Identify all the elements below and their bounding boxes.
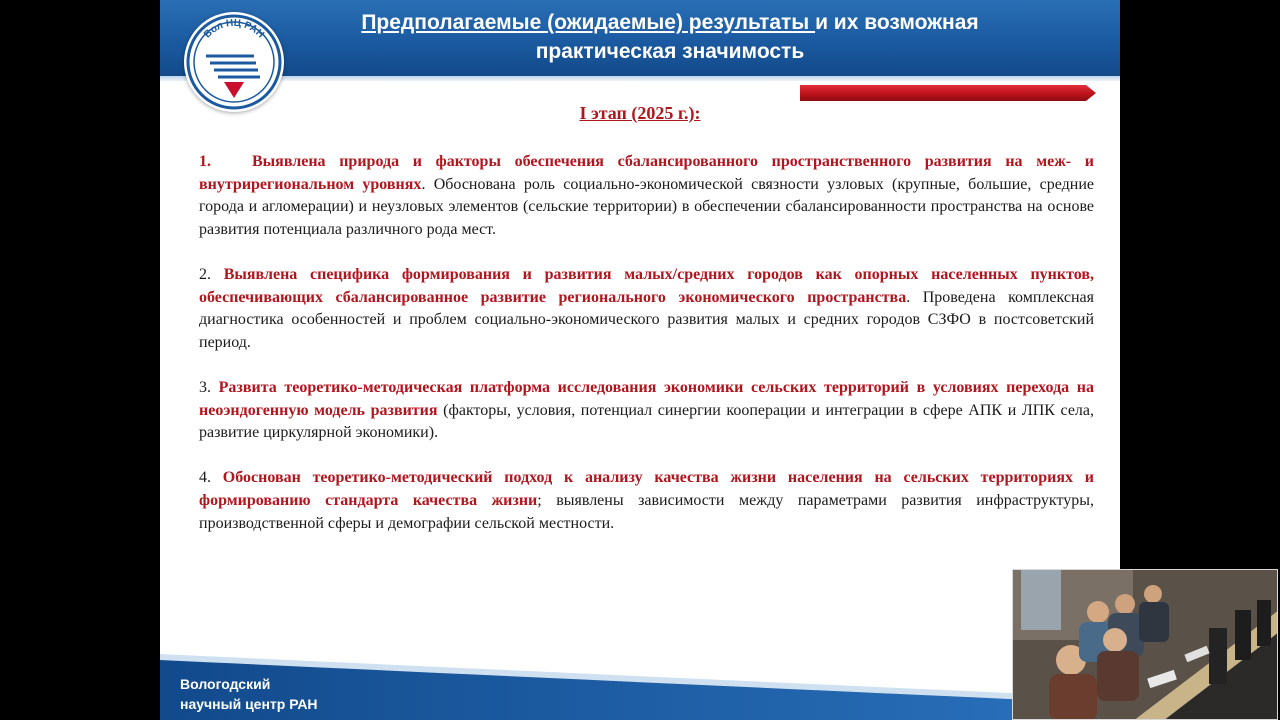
- result-item-2: [199, 264, 1094, 354]
- result-number: 3.: [199, 378, 211, 396]
- footer-org-line2: научный центр РАН: [180, 696, 318, 712]
- result-number: 1.: [199, 153, 211, 170]
- result-text: . Обоснована роль социально-экономической связности узловых (крупные, большие, средние города и агломерации) и неузловых элементов (сельские территории) в обеспечении сбалансированности пространства на основе развития потенциала различного рода мест.: [199, 175, 1095, 238]
- footer-organization: [180, 674, 318, 714]
- result-item-1: [199, 151, 1094, 241]
- result-highlight: Выявлена специфика формирования и развития малых/средних городов как опорных населенных пунктов, обеспечивающих сбалансированное развитие регионального экономического пространства: [199, 265, 1094, 306]
- result-item-3: [199, 377, 1094, 445]
- logo-text: Вол НЦ РАН: [202, 17, 266, 41]
- video-conference-feed[interactable]: [1012, 569, 1278, 720]
- result-number: 4.: [199, 469, 211, 487]
- title-second-line: практическая значимость: [535, 40, 805, 63]
- title-underlined-part: Предполагаемые (ожидаемые) результаты: [361, 11, 816, 34]
- presentation-slide: [160, 0, 1120, 720]
- result-number: 2.: [199, 265, 211, 283]
- results-list: [199, 151, 1094, 558]
- result-highlight: Обоснован теоретико-методический подход к анализу качества жизни населения на сельских территориях и формированию стандарта качества жизни: [199, 469, 1095, 509]
- slide-title: [310, 8, 1030, 66]
- stage-heading: I этап (2025 г.):: [579, 103, 701, 123]
- result-text: . Проведена комплексная диагностика особенностей и проблем социально-экономического развития малых и средних городов СЗФО в постсоветский период.: [199, 288, 1094, 351]
- vol-nc-ran-logo-icon: [184, 12, 284, 112]
- result-text: ; выявлены зависимости между параметрами развития инфраструктуры, производственной сферы и демографии сельской местности.: [199, 491, 1095, 532]
- slide-footer: [160, 654, 1120, 720]
- footer-org-line1: Вологодский: [180, 676, 271, 692]
- red-ribbon-decoration: [800, 85, 1096, 101]
- result-item-4: [199, 467, 1094, 535]
- result-text: (факторы, условия, потенциал синергии кооперации и интеграции в сфере АПК и ЛПК села, развитие циркулярной экономики).: [199, 401, 1095, 442]
- title-rest-part: и их возможная: [815, 11, 979, 34]
- result-highlight: Выявлена природа и факторы обеспечения сбалансированного пространственного развития на меж- и внутрирегиональном уровнях: [199, 153, 1095, 193]
- result-highlight: Развита теоретико-методическая платформа исследования экономики сельских территорий в условиях перехода на неоэндогенную модель развития: [199, 378, 1095, 419]
